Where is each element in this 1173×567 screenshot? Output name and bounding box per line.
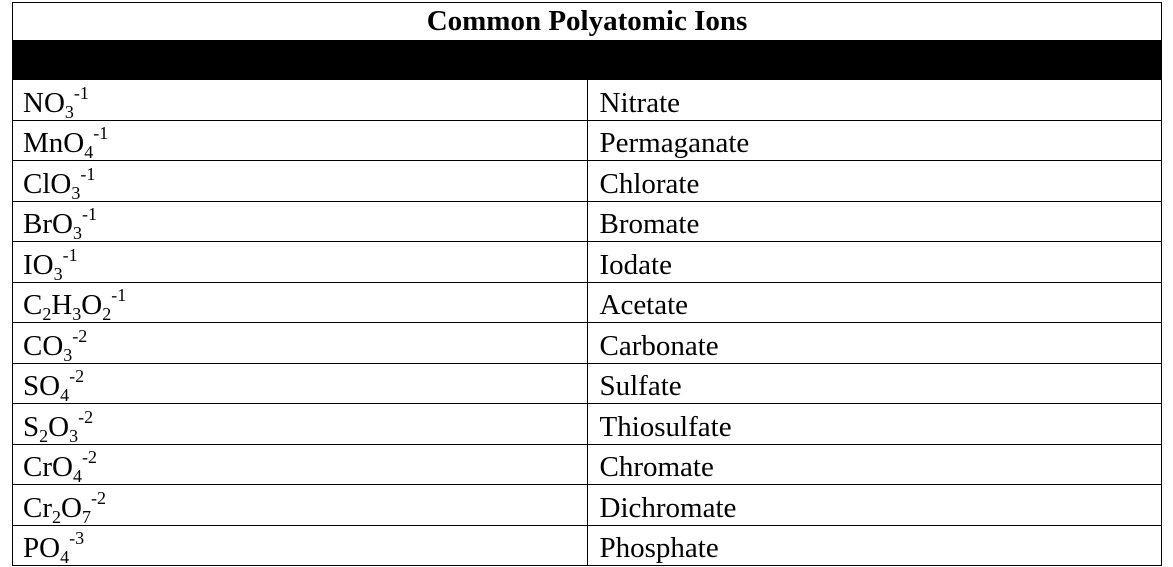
formula-element-text: CO xyxy=(23,329,64,362)
ion-name: Sulfate xyxy=(587,363,1162,404)
table-row xyxy=(13,485,1162,526)
ion-name: Dichromate xyxy=(587,485,1162,526)
formula-element-text: O xyxy=(48,410,70,443)
formula-subscript: 4 xyxy=(84,142,94,162)
ion-formula xyxy=(23,123,109,162)
ion-formula xyxy=(23,447,97,486)
table-row xyxy=(13,242,1162,283)
formula-element-text: NO xyxy=(23,86,65,119)
formula-subscript: 2 xyxy=(39,425,49,446)
ion-formula-cell xyxy=(13,120,588,161)
formula-charge-superscript: -2 xyxy=(72,325,88,346)
title-row xyxy=(13,3,1162,41)
ion-formula-cell xyxy=(13,525,588,566)
ion-name: Chlorate xyxy=(587,161,1162,202)
ion-name: Chromate xyxy=(587,444,1162,485)
ion-formula xyxy=(23,163,96,203)
formula-subscript: 4 xyxy=(60,385,70,405)
table-row xyxy=(13,120,1162,161)
formula-element-text: MnO xyxy=(23,127,85,159)
ion-formula xyxy=(23,82,89,122)
table-row xyxy=(13,444,1162,485)
formula-charge-superscript: -3 xyxy=(69,528,85,548)
formula-subscript: 7 xyxy=(81,506,91,527)
ion-name: Bromate xyxy=(587,201,1162,242)
ion-formula-cell xyxy=(13,161,588,202)
formula-charge-superscript: -2 xyxy=(90,487,106,508)
ion-name: Phosphate xyxy=(587,525,1162,566)
table-row xyxy=(13,363,1162,404)
table-row xyxy=(13,525,1162,566)
formula-element-text: O xyxy=(81,289,103,321)
ion-formula xyxy=(23,406,94,446)
ion-formula xyxy=(23,487,106,527)
formula-element-text: CrO xyxy=(23,451,73,483)
ion-name: Permaganate xyxy=(587,120,1162,161)
ion-formula-cell xyxy=(13,485,588,526)
ion-formula xyxy=(23,325,88,365)
table-row xyxy=(13,161,1162,202)
formula-charge-superscript: -1 xyxy=(62,244,78,265)
header-band-row xyxy=(13,41,1162,80)
ion-name: Acetate xyxy=(587,282,1162,323)
ion-formula-cell xyxy=(13,80,588,121)
ion-formula xyxy=(23,366,85,405)
formula-charge-superscript: -1 xyxy=(93,123,109,143)
formula-subscript: 2 xyxy=(102,304,112,324)
polyatomic-ions-table xyxy=(12,2,1162,566)
table-title: Common Polyatomic Ions xyxy=(13,3,1162,41)
formula-subscript: 2 xyxy=(42,304,52,324)
formula-charge-superscript: -1 xyxy=(81,204,97,224)
header-band-right xyxy=(587,41,1162,80)
formula-element-text: H xyxy=(51,289,73,321)
formula-subscript: 3 xyxy=(72,304,82,324)
formula-element-text: O xyxy=(61,491,82,524)
formula-subscript: 4 xyxy=(72,466,82,486)
table-row xyxy=(13,282,1162,323)
ion-formula xyxy=(23,204,97,243)
ion-formula-cell xyxy=(13,404,588,445)
formula-subscript: 4 xyxy=(60,547,70,567)
table-row xyxy=(13,201,1162,242)
ion-formula-cell xyxy=(13,282,588,323)
formula-subscript: 3 xyxy=(69,425,79,446)
ion-name: Carbonate xyxy=(587,323,1162,364)
formula-charge-superscript: -2 xyxy=(69,366,85,386)
formula-charge-superscript: -2 xyxy=(81,447,97,467)
formula-element-text: ClO xyxy=(23,167,72,200)
ion-formula-cell xyxy=(13,444,588,485)
ion-formula xyxy=(23,285,127,324)
formula-subscript: 3 xyxy=(53,263,63,284)
ion-formula-cell xyxy=(13,242,588,283)
formula-element-text: C xyxy=(23,289,43,321)
header-band-left xyxy=(13,41,588,80)
ion-formula xyxy=(23,244,78,284)
formula-element-text: SO xyxy=(23,370,61,402)
ion-rows xyxy=(13,80,1162,566)
ion-name: Nitrate xyxy=(587,80,1162,121)
formula-subscript: 3 xyxy=(71,182,81,203)
table-row xyxy=(13,323,1162,364)
ion-name: Thiosulfate xyxy=(587,404,1162,445)
formula-subscript: 2 xyxy=(52,506,61,527)
ion-formula-cell xyxy=(13,363,588,404)
formula-subscript: 3 xyxy=(64,101,74,122)
formula-subscript: 3 xyxy=(63,344,73,365)
ion-formula-cell xyxy=(13,201,588,242)
formula-charge-superscript: -1 xyxy=(80,163,96,184)
formula-element-text: BrO xyxy=(23,208,73,240)
formula-charge-superscript: -1 xyxy=(73,82,89,103)
ion-name: Iodate xyxy=(587,242,1162,283)
ion-formula xyxy=(23,528,85,567)
ion-formula-cell xyxy=(13,323,588,364)
formula-subscript: 3 xyxy=(72,223,82,243)
table-row xyxy=(13,80,1162,121)
formula-element-text: PO xyxy=(23,532,61,564)
formula-charge-superscript: -2 xyxy=(78,406,94,427)
formula-element-text: Cr xyxy=(23,491,52,524)
formula-element-text: IO xyxy=(23,248,54,281)
formula-element-text: S xyxy=(23,410,40,443)
table-row xyxy=(13,404,1162,445)
formula-charge-superscript: -1 xyxy=(111,285,127,305)
